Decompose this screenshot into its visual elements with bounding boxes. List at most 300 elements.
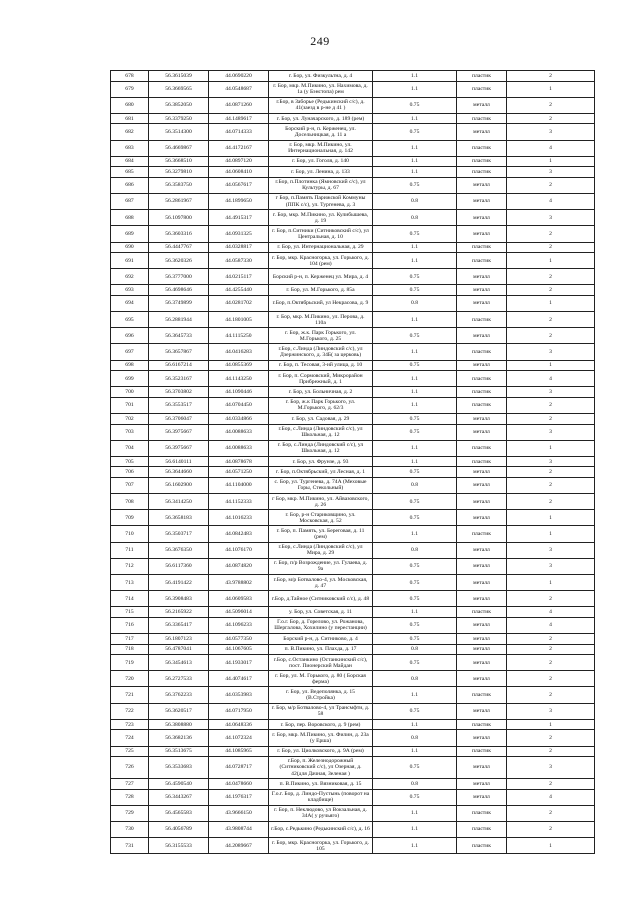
row-number-cell: 710 <box>111 526 149 542</box>
address-cell: Борский р-н, п. Керженец ул. Мира, д. 4 <box>269 269 373 285</box>
count-cell: 2 <box>507 397 595 413</box>
volume-cell: 0.75 <box>373 510 457 526</box>
row-number-cell: 703 <box>111 424 149 440</box>
latitude-cell: 56.3414250 <box>149 494 209 510</box>
row-number-cell: 682 <box>111 124 149 140</box>
address-cell: г. Бор, ул. Ленина, д. 133 <box>269 167 373 178</box>
latitude-cell: 56.3975667 <box>149 440 209 456</box>
row-number-cell: 715 <box>111 607 149 618</box>
material-cell: металл <box>457 617 507 633</box>
latitude-cell: 56.3703802 <box>149 387 209 398</box>
row-number-cell: 730 <box>111 821 149 837</box>
table-row <box>111 558 595 574</box>
material-cell: пластик <box>457 397 507 413</box>
material-cell: металл <box>457 757 507 779</box>
longitude-cell: 44.1899650 <box>209 193 269 209</box>
table-row <box>111 617 595 633</box>
latitude-cell: 56.3852050 <box>149 97 209 113</box>
row-number-cell: 716 <box>111 617 149 633</box>
row-number-cell: 697 <box>111 344 149 360</box>
latitude-cell: 56.3513675 <box>149 746 209 757</box>
volume-cell: 1.1 <box>373 140 457 156</box>
count-cell: 3 <box>507 456 595 467</box>
row-number-cell: 731 <box>111 838 149 854</box>
count-cell: 2 <box>507 97 595 113</box>
table-row <box>111 285 595 296</box>
longitude-cell: 44.1801005 <box>209 312 269 328</box>
latitude-cell: 56.3669565 <box>149 81 209 97</box>
table-row <box>111 81 595 97</box>
latitude-cell: 56.3443267 <box>149 789 209 805</box>
count-cell: 2 <box>507 269 595 285</box>
latitude-cell: 56.3657867 <box>149 344 209 360</box>
material-cell: пластик <box>457 344 507 360</box>
table-row <box>111 242 595 253</box>
material-cell: металл <box>457 655 507 671</box>
table-row <box>111 156 595 167</box>
material-cell: пластик <box>457 156 507 167</box>
row-number-cell: 683 <box>111 140 149 156</box>
count-cell: 3 <box>507 558 595 574</box>
row-number-cell: 693 <box>111 285 149 296</box>
latitude-cell: 56.2861967 <box>149 193 209 209</box>
volume-cell: 0.75 <box>373 285 457 296</box>
count-cell: 1 <box>507 838 595 854</box>
latitude-cell: 56.3553517 <box>149 397 209 413</box>
material-cell: пластик <box>457 140 507 156</box>
latitude-cell: 56.1602900 <box>149 477 209 493</box>
longitude-cell: 44.0608410 <box>209 167 269 178</box>
table-row <box>111 253 595 269</box>
latitude-cell: 56.3808880 <box>149 719 209 730</box>
address-cell: п. В.Пикино, ул. Вязниковая, д. 15 <box>269 779 373 790</box>
row-number-cell: 687 <box>111 193 149 209</box>
latitude-cell: 56.3620326 <box>149 253 209 269</box>
row-number-cell: 702 <box>111 414 149 425</box>
longitude-cell: 44.0609583 <box>209 591 269 607</box>
count-cell: 2 <box>507 177 595 193</box>
material-cell: пластик <box>457 440 507 456</box>
latitude-cell: 56.3583750 <box>149 177 209 193</box>
address-cell: г. Бор, ул. Садовая, д. 29 <box>269 414 373 425</box>
table-row <box>111 97 595 113</box>
table-row <box>111 510 595 526</box>
volume-cell: 0.8 <box>373 477 457 493</box>
longitude-cell: 44.1104000 <box>209 477 269 493</box>
latitude-cell: 56.3533683 <box>149 757 209 779</box>
latitude-cell: 56.3379250 <box>149 113 209 124</box>
count-cell: 3 <box>507 344 595 360</box>
table-row <box>111 703 595 719</box>
latitude-cell: 56.6117360 <box>149 558 209 574</box>
volume-cell: 1.1 <box>373 253 457 269</box>
table-row <box>111 494 595 510</box>
material-cell: пластик <box>457 526 507 542</box>
latitude-cell: 56.3749899 <box>149 295 209 311</box>
row-number-cell: 709 <box>111 510 149 526</box>
latitude-cell: 56.3523167 <box>149 371 209 387</box>
address-cell: г. Бор, ул. Гоголя, д. 140 <box>269 156 373 167</box>
longitude-cell: 44.1143250 <box>209 371 269 387</box>
volume-cell: 0.8 <box>373 779 457 790</box>
count-cell: 2 <box>507 634 595 645</box>
material-cell: пластик <box>457 371 507 387</box>
table-row <box>111 360 595 371</box>
address-cell: г. Бор, мкр. М.Пикино, ул. Перова, д. 110а <box>269 312 373 328</box>
row-number-cell: 685 <box>111 167 149 178</box>
material-cell: металл <box>457 510 507 526</box>
latitude-cell: 56.4191422 <box>149 575 209 591</box>
row-number-cell: 695 <box>111 312 149 328</box>
count-cell: 1 <box>507 510 595 526</box>
volume-cell: 0.8 <box>373 193 457 209</box>
material-cell: пластик <box>457 607 507 618</box>
material-cell: металл <box>457 97 507 113</box>
material-cell: металл <box>457 779 507 790</box>
address-cell: г. Бор, ул. Луначарского, д. 189 (рем) <box>269 113 373 124</box>
volume-cell: 0.75 <box>373 789 457 805</box>
table-row <box>111 269 595 285</box>
latitude-cell: 56.3668510 <box>149 156 209 167</box>
latitude-cell: 56.3514300 <box>149 124 209 140</box>
longitude-cell: 44.0577350 <box>209 634 269 645</box>
longitude-cell: 44.1016233 <box>209 510 269 526</box>
row-number-cell: 720 <box>111 671 149 687</box>
longitude-cell: 44.1090446 <box>209 387 269 398</box>
latitude-cell: 56.3682136 <box>149 730 209 746</box>
count-cell: 1 <box>507 440 595 456</box>
latitude-cell: 56.3644660 <box>149 467 209 478</box>
row-number-cell: 708 <box>111 494 149 510</box>
address-cell: п. В.Пикино, ул. Плахда, д. 17 <box>269 644 373 655</box>
address-cell: г.Бор, с.Редькино (Редькинский с/с), д. 16 <box>269 821 373 837</box>
volume-cell: 1.1 <box>373 746 457 757</box>
row-number-cell: 701 <box>111 397 149 413</box>
address-cell: г. Бор, мкр. М.Пикино, ул. Филин, д. 23а (у Ерша) <box>269 730 373 746</box>
table-row <box>111 414 595 425</box>
material-cell: пластик <box>457 838 507 854</box>
material-cell: металл <box>457 558 507 574</box>
row-number-cell: 696 <box>111 328 149 344</box>
longitude-cell: 44.0931325 <box>209 226 269 242</box>
volume-cell: 1.1 <box>373 526 457 542</box>
row-number-cell: 680 <box>111 97 149 113</box>
longitude-cell: 44.0648336 <box>209 719 269 730</box>
volume-cell: 0.8 <box>373 295 457 311</box>
address-cell: Борский р-н, д. Ситниково, д. 4 <box>269 634 373 645</box>
address-cell: г. Бор, р-н Стариковщино, ул. Московская, д. 52 <box>269 510 373 526</box>
volume-cell: 1.1 <box>373 81 457 97</box>
material-cell: металл <box>457 591 507 607</box>
material-cell: металл <box>457 634 507 645</box>
material-cell: металл <box>457 295 507 311</box>
row-number-cell: 704 <box>111 440 149 456</box>
volume-cell: 1.1 <box>373 71 457 82</box>
longitude-cell: 44.0328817 <box>209 242 269 253</box>
longitude-cell: 44.1072324 <box>209 730 269 746</box>
address-cell: г. Бор, п/р Возрождение, ул. Гулаева, д. 9а <box>269 558 373 574</box>
count-cell: 1 <box>507 156 595 167</box>
longitude-cell: 44.2089667 <box>209 838 269 854</box>
material-cell: металл <box>457 575 507 591</box>
volume-cell: 0.75 <box>373 703 457 719</box>
count-cell: 4 <box>507 193 595 209</box>
address-cell: г. Бор, ул. Физкультна, д. 4 <box>269 71 373 82</box>
volume-cell: 0.75 <box>373 360 457 371</box>
material-cell: металл <box>457 477 507 493</box>
latitude-cell: 56.4787041 <box>149 644 209 655</box>
latitude-cell: 56.1097800 <box>149 210 209 226</box>
table-row <box>111 344 595 360</box>
count-cell: 3 <box>507 703 595 719</box>
table-row <box>111 193 595 209</box>
row-number-cell: 711 <box>111 542 149 558</box>
count-cell: 4 <box>507 617 595 633</box>
material-cell: металл <box>457 414 507 425</box>
table-row <box>111 526 595 542</box>
count-cell: 2 <box>507 414 595 425</box>
material-cell: пластик <box>457 242 507 253</box>
longitude-cell: 44.1096233 <box>209 617 269 633</box>
longitude-cell: 44.1489617 <box>209 113 269 124</box>
row-number-cell: 686 <box>111 177 149 193</box>
table-row <box>111 655 595 671</box>
volume-cell: 0.75 <box>373 424 457 440</box>
count-cell: 3 <box>507 757 595 779</box>
longitude-cell: 44.0215117 <box>209 269 269 285</box>
volume-cell: 0.75 <box>373 328 457 344</box>
table-container <box>110 70 594 854</box>
address-cell: у. Бор, ул. Советская, д. 11 <box>269 607 373 618</box>
table-row <box>111 542 595 558</box>
address-cell: г. Бор, ж.к Парк Горького, ул. М.Горького, д. 62/3 <box>269 397 373 413</box>
longitude-cell: 44.0478660 <box>209 779 269 790</box>
count-cell: 1 <box>507 719 595 730</box>
table-row <box>111 821 595 837</box>
address-cell: г. Бор, ул. Ведеполянка, д. 15 (В.Стройка) <box>269 687 373 703</box>
row-number-cell: 713 <box>111 575 149 591</box>
volume-cell: 0.75 <box>373 269 457 285</box>
row-number-cell: 694 <box>111 295 149 311</box>
longitude-cell: 44.0728717 <box>209 757 269 779</box>
longitude-cell: 44.4172167 <box>209 140 269 156</box>
table-row <box>111 71 595 82</box>
longitude-cell: 44.1115250 <box>209 328 269 344</box>
latitude-cell: 56.3762233 <box>149 687 209 703</box>
longitude-cell: 44.0842483 <box>209 526 269 542</box>
address-cell: г. Бор, мкр. М.Пикино, ул. Кулибышева, д. 19 <box>269 210 373 226</box>
latitude-cell: 56.2881944 <box>149 312 209 328</box>
table-row <box>111 607 595 618</box>
count-cell: 1 <box>507 295 595 311</box>
table-row <box>111 167 595 178</box>
table-body <box>111 71 595 854</box>
longitude-cell: 44.1976317 <box>209 789 269 805</box>
latitude-cell: 56.3777000 <box>149 269 209 285</box>
count-cell: 2 <box>507 821 595 837</box>
volume-cell: 0.75 <box>373 414 457 425</box>
count-cell: 2 <box>507 494 595 510</box>
volume-cell: 0.75 <box>373 494 457 510</box>
address-cell: г. Бор, ж.к. Парк Горького, ул. М.Горького, д. 25 <box>269 328 373 344</box>
row-number-cell: 684 <box>111 156 149 167</box>
latitude-cell: 56.6167214 <box>149 360 209 371</box>
table-row <box>111 789 595 805</box>
row-number-cell: 725 <box>111 746 149 757</box>
latitude-cell: 56.4669867 <box>149 140 209 156</box>
volume-cell: 1.1 <box>373 167 457 178</box>
material-cell: пластик <box>457 167 507 178</box>
material-cell: металл <box>457 730 507 746</box>
count-cell: 4 <box>507 789 595 805</box>
longitude-cell: 43.9666150 <box>209 805 269 821</box>
volume-cell: 0.75 <box>373 124 457 140</box>
count-cell: 2 <box>507 805 595 821</box>
address-cell: г. Бор, ул. Фрунзе, д. 93 <box>269 456 373 467</box>
address-cell: г. Бор, пер. Воровского, д. 9 (рем) <box>269 719 373 730</box>
table-row <box>111 477 595 493</box>
volume-cell: 1.1 <box>373 607 457 618</box>
material-cell: пластик <box>457 746 507 757</box>
volume-cell: 1.1 <box>373 719 457 730</box>
count-cell: 2 <box>507 644 595 655</box>
material-cell: пластик <box>457 71 507 82</box>
volume-cell: 1.1 <box>373 156 457 167</box>
longitude-cell: 44.4255440 <box>209 285 269 296</box>
table-row <box>111 467 595 478</box>
table-row <box>111 757 595 779</box>
material-cell: пластик <box>457 821 507 837</box>
longitude-cell: 44.0897120 <box>209 156 269 167</box>
table-row <box>111 177 595 193</box>
table-row <box>111 671 595 687</box>
latitude-cell: 56.4447767 <box>149 242 209 253</box>
longitude-cell: 44.0281702 <box>209 295 269 311</box>
row-number-cell: 726 <box>111 757 149 779</box>
table-row <box>111 838 595 854</box>
material-cell: металл <box>457 494 507 510</box>
count-cell: 4 <box>507 140 595 156</box>
latitude-cell: 56.3155533 <box>149 838 209 854</box>
volume-cell: 0.75 <box>373 617 457 633</box>
volume-cell: 0.75 <box>373 467 457 478</box>
table-row <box>111 226 595 242</box>
table-row <box>111 719 595 730</box>
longitude-cell: 44.0704450 <box>209 397 269 413</box>
row-number-cell: 688 <box>111 210 149 226</box>
volume-cell: 1.1 <box>373 440 457 456</box>
latitude-cell: 56.6140111 <box>149 456 209 467</box>
row-number-cell: 678 <box>111 71 149 82</box>
material-cell: металл <box>457 269 507 285</box>
table-row <box>111 634 595 645</box>
material-cell: металл <box>457 644 507 655</box>
row-number-cell: 689 <box>111 226 149 242</box>
longitude-cell: 44.0088633 <box>209 440 269 456</box>
material-cell: пластик <box>457 253 507 269</box>
count-cell: 2 <box>507 328 595 344</box>
row-number-cell: 707 <box>111 477 149 493</box>
count-cell: 2 <box>507 312 595 328</box>
latitude-cell: 56.4698646 <box>149 285 209 296</box>
count-cell: 2 <box>507 242 595 253</box>
count-cell: 2 <box>507 655 595 671</box>
count-cell: 2 <box>507 779 595 790</box>
volume-cell: 1.1 <box>373 242 457 253</box>
volume-cell: 0.75 <box>373 591 457 607</box>
address-cell: Борский р-н, п. Керженец, ул. Досельницкая, д. 11 а <box>269 124 373 140</box>
address-cell: с. Бор, ул. Тургенева, д. 74А (Меховые Горы, Стекольный) <box>269 477 373 493</box>
address-cell: г. Бор, с.Линда (Линдовский с/с), ул Школьная, д. 12 <box>269 440 373 456</box>
longitude-cell: 44.0548687 <box>209 81 269 97</box>
address-cell: г. Бор, п. Неклюдово, ул Вокзальная, д. 34А( у ручьяго) <box>269 805 373 821</box>
row-number-cell: 729 <box>111 805 149 821</box>
material-cell: пластик <box>457 81 507 97</box>
volume-cell: 0.8 <box>373 671 457 687</box>
material-cell: металл <box>457 703 507 719</box>
address-cell: г. Бор, ул. Больничная, д. 2 <box>269 387 373 398</box>
longitude-cell: 44.0334866 <box>209 414 269 425</box>
address-cell: Г.о.г. Бор, д. Линдо-Пустынь (поворот на кладбище) <box>269 789 373 805</box>
address-cell: г.Бор, с.Останкино (Останкинский с/с), пост. Пионерский Майдан <box>269 655 373 671</box>
material-cell: пластик <box>457 687 507 703</box>
address-cell: г. Бор, п. Сормовский, Микрорайон Прибрежный, д. 1 <box>269 371 373 387</box>
row-number-cell: 699 <box>111 371 149 387</box>
volume-cell: 0.75 <box>373 757 457 779</box>
volume-cell: 0.75 <box>373 634 457 645</box>
row-number-cell: 714 <box>111 591 149 607</box>
table-row <box>111 312 595 328</box>
count-cell: 3 <box>507 542 595 558</box>
page-number: 249 <box>310 34 330 48</box>
longitude-cell: 44.0714333 <box>209 124 269 140</box>
longitude-cell: 44.0587330 <box>209 253 269 269</box>
table-row <box>111 746 595 757</box>
row-number-cell: 727 <box>111 779 149 790</box>
longitude-cell: 44.0353983 <box>209 687 269 703</box>
count-cell: 1 <box>507 526 595 542</box>
count-cell: 2 <box>507 671 595 687</box>
count-cell: 2 <box>507 226 595 242</box>
table-row <box>111 371 595 387</box>
count-cell: 2 <box>507 730 595 746</box>
count-cell: 2 <box>507 687 595 703</box>
material-cell: металл <box>457 226 507 242</box>
row-number-cell: 681 <box>111 113 149 124</box>
volume-cell: 0.75 <box>373 575 457 591</box>
address-cell: г.Бор, п.Плотинка (Ямновский с/с), ул Культуры, д. 67 <box>269 177 373 193</box>
table-row <box>111 591 595 607</box>
address-cell: г.Бор, д.Тайное (Ситниковский с/с), д. 48 <box>269 591 373 607</box>
address-cell: г.Бор, в Заборье (Редькинский с/с), д. 41(заезд в р-не д 41 ) <box>269 97 373 113</box>
longitude-cell: 44.0416283 <box>209 344 269 360</box>
address-cell: г.Бор, п.Октябрьский, ул Некрасова, д. 9 <box>269 295 373 311</box>
material-cell: металл <box>457 789 507 805</box>
volume-cell: 1.1 <box>373 312 457 328</box>
address-cell: г. Бор, мкр. М.Пикино, ул. Нахимова, д. 1а (у Бэнстопа) рем <box>269 81 373 97</box>
material-cell: пластик <box>457 387 507 398</box>
address-cell: г. Бор, ул. Интернациональная, д. 29 <box>269 242 373 253</box>
row-number-cell: 692 <box>111 269 149 285</box>
row-number-cell: 698 <box>111 360 149 371</box>
table-row <box>111 575 595 591</box>
address-cell: г.Бор, п. Железнодорожный (Ситниковский с/с), ул Озерная, д. 42(для Дачная, Зеленая ) <box>269 757 373 779</box>
material-cell: пластик <box>457 113 507 124</box>
volume-cell: 0.75 <box>373 558 457 574</box>
longitude-cell: 44.0874820 <box>209 558 269 574</box>
address-cell: г.Бор, м/р Ботвалово-4, ул. Московская, д. 47 <box>269 575 373 591</box>
row-number-cell: 690 <box>111 242 149 253</box>
